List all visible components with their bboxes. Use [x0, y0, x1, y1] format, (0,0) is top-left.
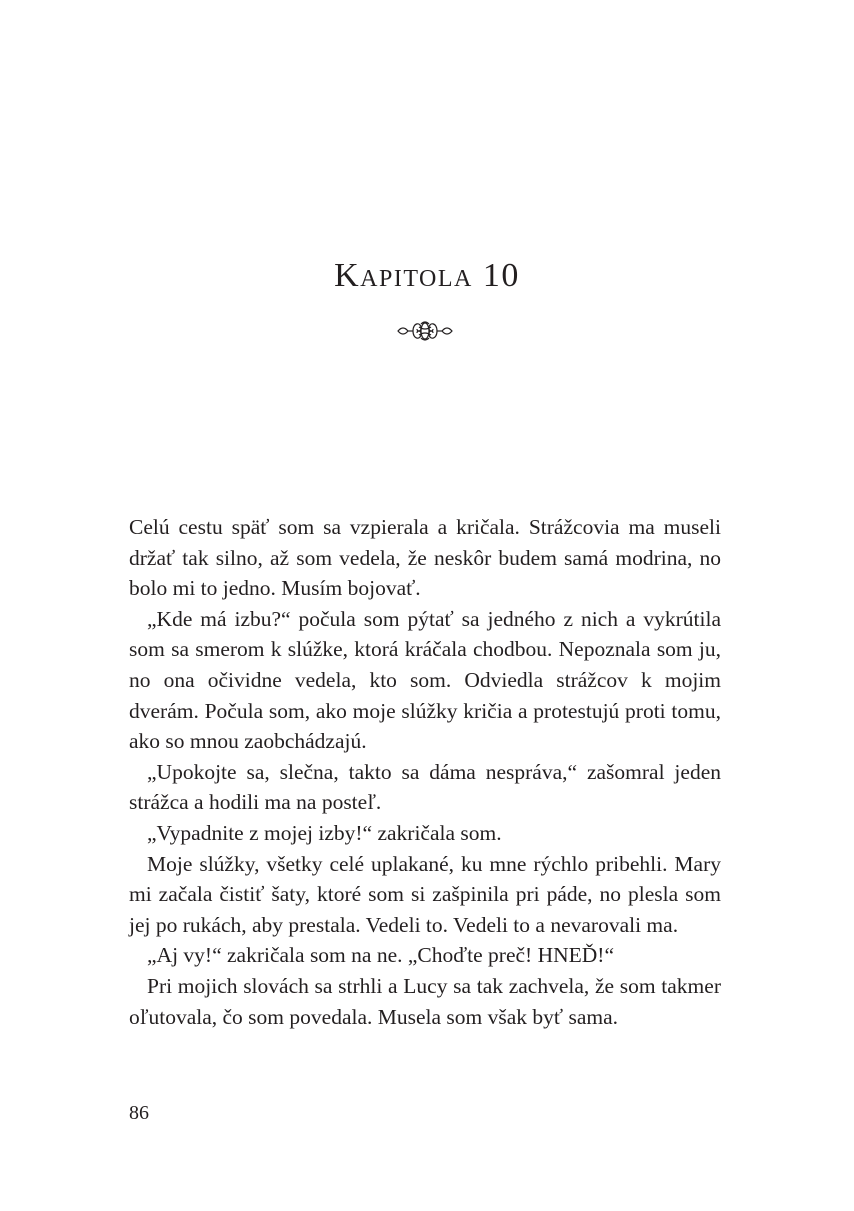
chapter-title: Kapitola 10: [334, 257, 520, 294]
fleuron-divider-icon: [397, 318, 453, 344]
paragraph: „Kde má izbu?“ počula som pýtať sa jedného z nich a vykrútila som sa smerom k slúžke, ktorá kráčala chodbou. Nepoznala som ju, no ona očividne vedela, kto som. Odviedla strážcov k mojim dverám. Počula som, ako moje slúžky kričia a protestujú proti tomu, ako so mnou zaobchádzajú.: [129, 606, 721, 754]
paragraph: Celú cestu späť som sa vzpierala a kričala. Strážcovia ma museli držať tak silno, až som vedela, že neskôr budem samá modrina, no bolo mi to jedno. Musím bojovať.: [129, 515, 721, 601]
paragraph: „Upokojte sa, slečna, takto sa dáma nespráva,“ zašomral jeden strážca a hodili ma na posteľ.: [129, 759, 721, 815]
chapter-body: [129, 512, 721, 1032]
paragraph: „Aj vy!“ zakričala som na ne. „Choďte preč! HNEĎ!“: [147, 943, 614, 968]
paragraph: Pri mojich slovách sa strhli a Lucy sa tak zachvela, že som takmer oľutovala, čo som povedala. Musela som však byť sama.: [129, 973, 721, 1029]
paragraph: „Vypadnite z mojej izby!“ zakričala som.: [147, 820, 502, 845]
paragraph: Moje slúžky, všetky celé uplakané, ku mne rýchlo pribehli. Mary mi začala čistiť šaty, ktoré som si zašpinila pri páde, no plesla som jej po rukách, aby prestala. Vedeli to. Vedeli to a nevarovali ma.: [129, 851, 721, 937]
page-number: 86: [129, 1102, 149, 1124]
